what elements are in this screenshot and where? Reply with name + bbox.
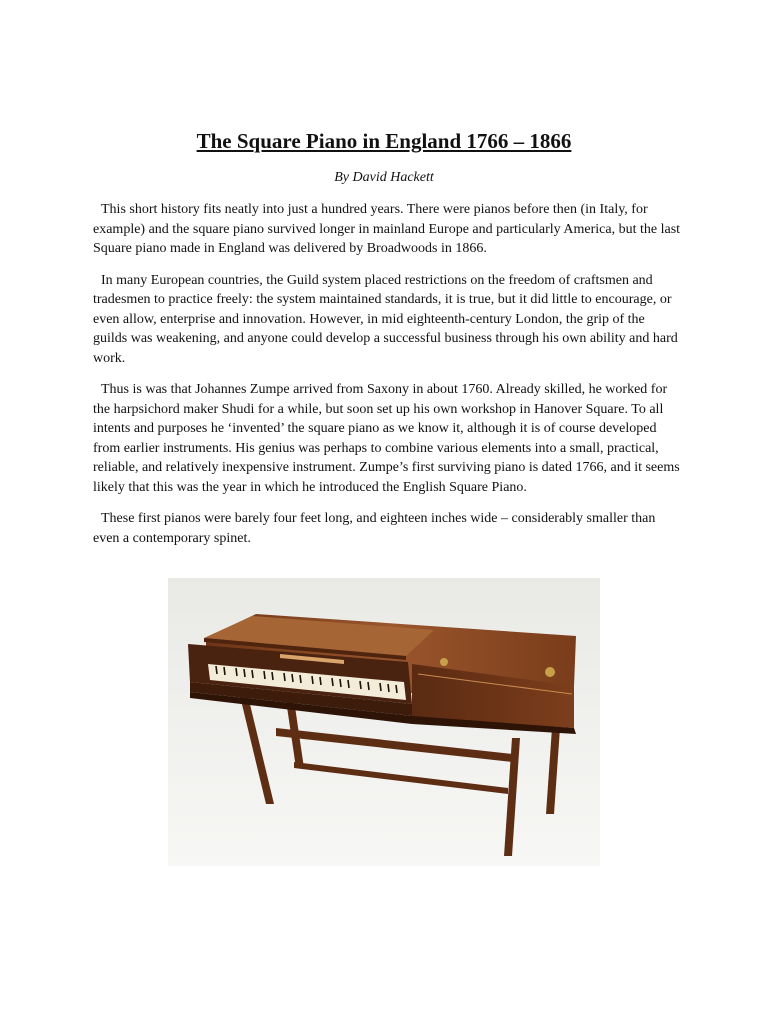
piano-illustration [168, 578, 600, 866]
square-piano-photo [168, 578, 600, 866]
author-byline: By David Hackett [334, 170, 434, 185]
article-body [93, 200, 681, 560]
paragraph-3: Thus is was that Johannes Zumpe arrived from Saxony in about 1760. Already skilled, he worked for the harpsichord maker Shudi for a while, but soon set up his own workshop in Hanover Square. To all intents and purposes he ‘invented’ the square piano as we know it, although it is of course developed from earlier instruments. His genius was perhaps to combine various elements into a small, practical, reliable, and relatively inexpensive instrument. Zumpe’s first surviving piano is dated 1766, and it seems likely that this was the year in which he introduced the English Square Piano. [93, 382, 680, 495]
paragraph-1: This short history fits neatly into just a hundred years. There were pianos before then (in Italy, for example) and the square piano survived longer in mainland Europe and particularly America, but the last Square piano made in England was delivered by Broadwoods in 1866. [93, 202, 681, 256]
brass-handle [545, 667, 555, 677]
paragraph-2: In many European countries, the Guild system placed restrictions on the freedom of craftsmen and tradesmen to practice freely: the system maintained standards, it is true, but it did little to encourage, or even allow, enterprise and innovation. However, in mid eighteenth-century London, the grip of the guilds was weakening, and anyone could develop a successful business through his own ability and hard work. [93, 272, 678, 366]
page-title: The Square Piano in England 1766 – 1866 [196, 129, 572, 153]
brass-escutcheon [440, 658, 448, 666]
paragraph-4: These first pianos were barely four feet long, and eighteen inches wide – considerably smaller than even a contemporary spinet. [93, 511, 656, 546]
